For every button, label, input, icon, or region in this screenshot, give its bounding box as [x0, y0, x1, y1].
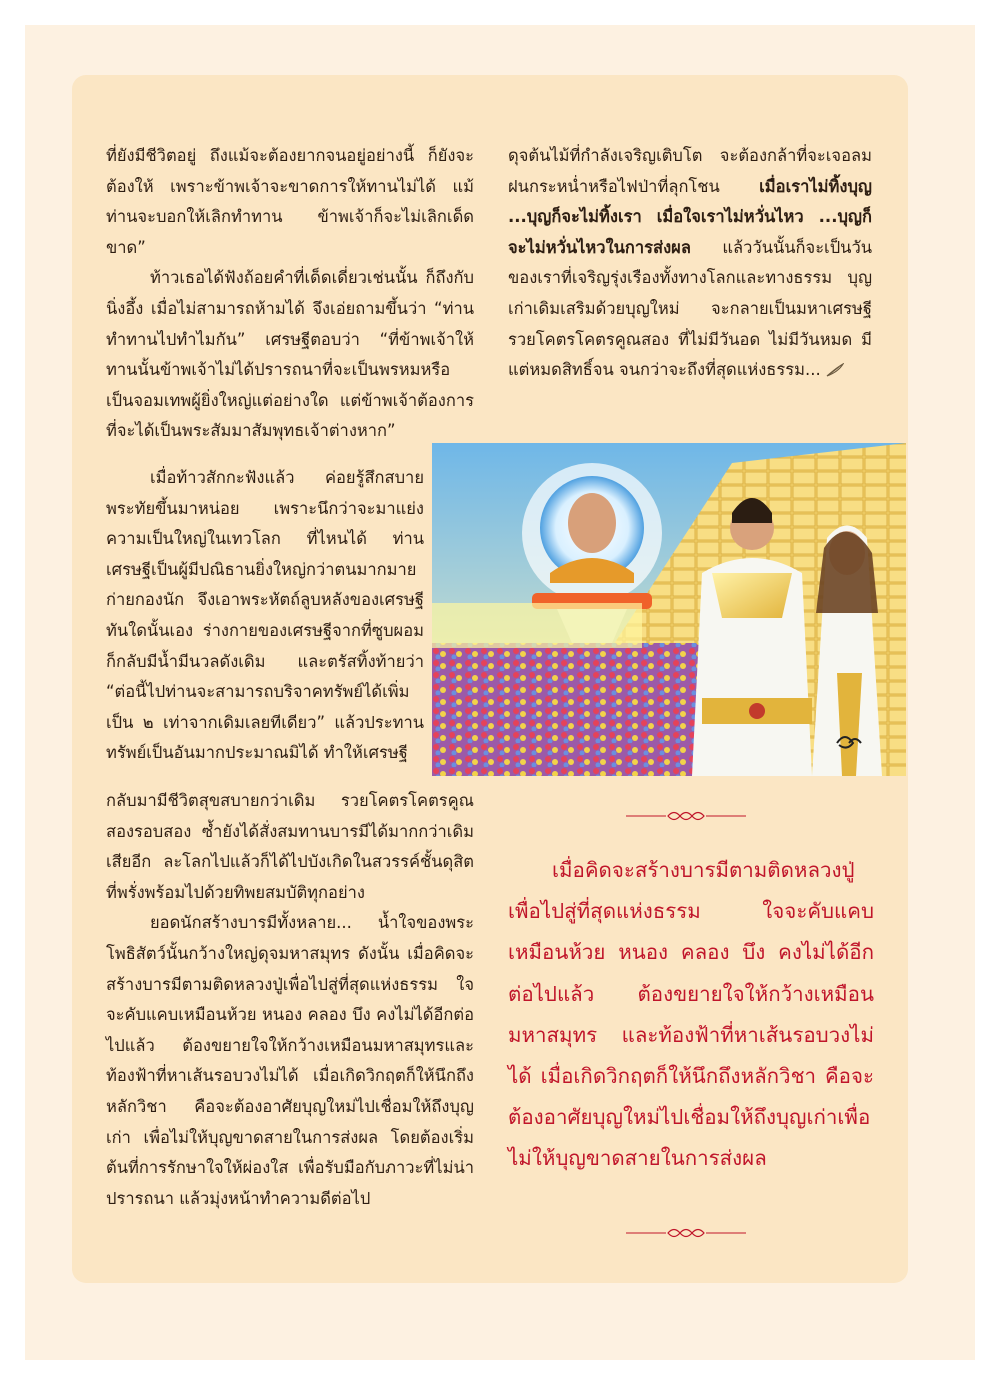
paragraph: ท้าวเธอได้ฟังถ้อยคำที่เด็ดเดี่ยวเช่นนั้น ก็ถึงกับนิ่งอึ้ง เมื่อไม่สามารถห้ามได้ จึงเอ่ยถามขึ้นว่า “ท่านทำทานไปทำไมกัน” เศรษฐีตอบว่า “ที่ข้าพเจ้าให้ทานนั้นข้าพเจ้าไม่ได้ปรารถนาที่จะเป็นพรหมหรือเป็นจอมเทพผู้ยิ่งใหญ่แต่อย่างใด แต่ข้าพเจ้าต้องการที่จะได้เป็นพระสัมมาสัมพุทธเจ้าต่างหาก”	[106, 268, 474, 441]
paragraph: กลับมามีชีวิตสุขสบายกว่าเดิม รวยโคตรโคตรคูณสองรอบสอง ซ้ำยังได้สั่งสมทานบารมีได้มากกว่าเดิมเสียอีก ละโลกไปแล้วก็ได้ไปบังเกิดในสวรรค์ชั้นดุสิต ที่พรั่งพร้อมไปด้วยทิพยสมบัติทุกอย่าง	[106, 791, 474, 902]
left-column-top	[106, 141, 474, 447]
paragraph: ที่ยังมีชีวิตอยู่ ถึงแม้จะต้องยากจนอยู่อย่างนี้ ก็ยังจะต้องให้ เพราะข้าพเจ้าจะขาดการให้ทานไม่ได้ แม้ท่านจะบอกให้เลิกทำทาน ข้าพเจ้าก็จะไม่เลิกเด็ดขาด”	[106, 146, 474, 257]
paragraph: เมื่อท้าวสักกะฟังแล้ว ค่อยรู้สึกสบายพระทัยขึ้นมาหน่อย เพราะนึกว่าจะมาแย่งความเป็นใหญ่ในเทวโลก ที่ไหนได้ ท่านเศรษฐีเป็นผู้มีปณิธานยิ่งใหญ่กว่าตนมากมาย ก่ายกองนัก จึงเอาพระหัตถ์ลูบหลังของเศรษฐี ทันใดนั้นเอง ร่างกายของเศรษฐีจากที่ซูบผอมก็กลับมีน้ำมีนวลดังเดิม และตรัสทิ้งท้ายว่า “ต่อนี้ไปท่านจะสามารถบริจาคทรัพย์ได้เพิ่มเป็น ๒ เท่าจากเดิมเลยทีเดียว” แล้วประทานทรัพย์เป็นอันมากประมาณมิได้ ทำให้เศรษฐี	[106, 468, 424, 763]
right-column-top	[508, 141, 872, 386]
ornament-divider-icon	[626, 809, 746, 823]
paragraph: ยอดนักสร้างบารมีทั้งหลาย... น้ำใจของพระโพธิสัตว์นั้นกว้างใหญ่ดุจมหาสมุทร ดังนั้น เมื่อคิดจะสร้างบารมีตามติดหลวงปู่เพื่อไปสู่ที่สุดแห่งธรรม ใจจะคับแคบเหมือนห้วย หนอง คลอง บึง คงไม่ได้อีกต่อไปแล้ว ต้องขยายใจให้กว้างเหมือนมหาสมุทรและท้องฟ้าที่หาเส้นรอบวงไม่ได้ เมื่อเกิดวิกฤตก็ให้นึกถึงหลักวิชา คือจะต้องอาศัยบุญใหม่ไปเชื่อมให้ถึงบุญเก่า เพื่อไม่ให้บุญขาดสายในการส่งผล โดยต้องเริ่มต้นที่การรักษาใจให้ผ่องใส เพื่อรับมือกับภาวะที่ไม่น่าปรารถนา แล้วมุ่งหน้าทำความดีต่อไป	[106, 913, 474, 1208]
paragraph	[508, 141, 872, 386]
left-column-middle	[106, 463, 424, 769]
feather-icon	[826, 363, 844, 377]
illustration-image	[432, 443, 906, 776]
paragraph-text: ดุจต้นไม้ที่กำลังเจริญเติบโต จะต้องกล้าที่จะเจอลมฝนกระหน่ำหรือไฟป่าที่ลุกโชน	[508, 146, 872, 196]
left-column-bottom	[106, 786, 474, 1214]
paragraph-text: แล้ววันนั้นก็จะเป็นวันของเราที่เจริญรุ่งเรืองทั้งทางโลกและทางธรรม บุญเก่าเดิมเสริมด้วยบุญใหม่ จะกลายเป็นมหาเศรษฐีรวยโคตรโคตรคูณสอง ที่ไม่มีวันอด ไม่มีวันหมด มีแต่หมดสิทธิ์จน จนกว่าจะถึงที่สุดแห่งธรรม...	[508, 237, 872, 380]
pull-quote	[508, 850, 874, 1180]
pull-quote-text: เมื่อคิดจะสร้างบารมีตามติดหลวงปู่เพื่อไปสู่ที่สุดแห่งธรรม ใจจะคับแคบเหมือนห้วย หนอง คลอง บึง คงไม่ได้อีกต่อไปแล้ว ต้องขยายใจให้กว้างเหมือนมหาสมุทร และท้องฟ้าที่หาเส้นรอบวงไม่ได้ เมื่อเกิดวิกฤตก็ให้นึกถึงหลักวิชา คือจะต้องอาศัยบุญใหม่ไปเชื่อมให้ถึงบุญเก่าเพื่อไม่ให้บุญขาดสายในการส่งผล	[508, 858, 874, 1171]
ornament-divider-icon	[626, 1226, 746, 1240]
emphasis-text: เมื่อเราไม่ทิ้งบุญ ...บุญก็จะไม่ทิ้งเรา เมื่อใจเราไม่หวั่นไหว ...บุญก็จะไม่หวั่นไหวในการส่งผล	[508, 176, 872, 257]
